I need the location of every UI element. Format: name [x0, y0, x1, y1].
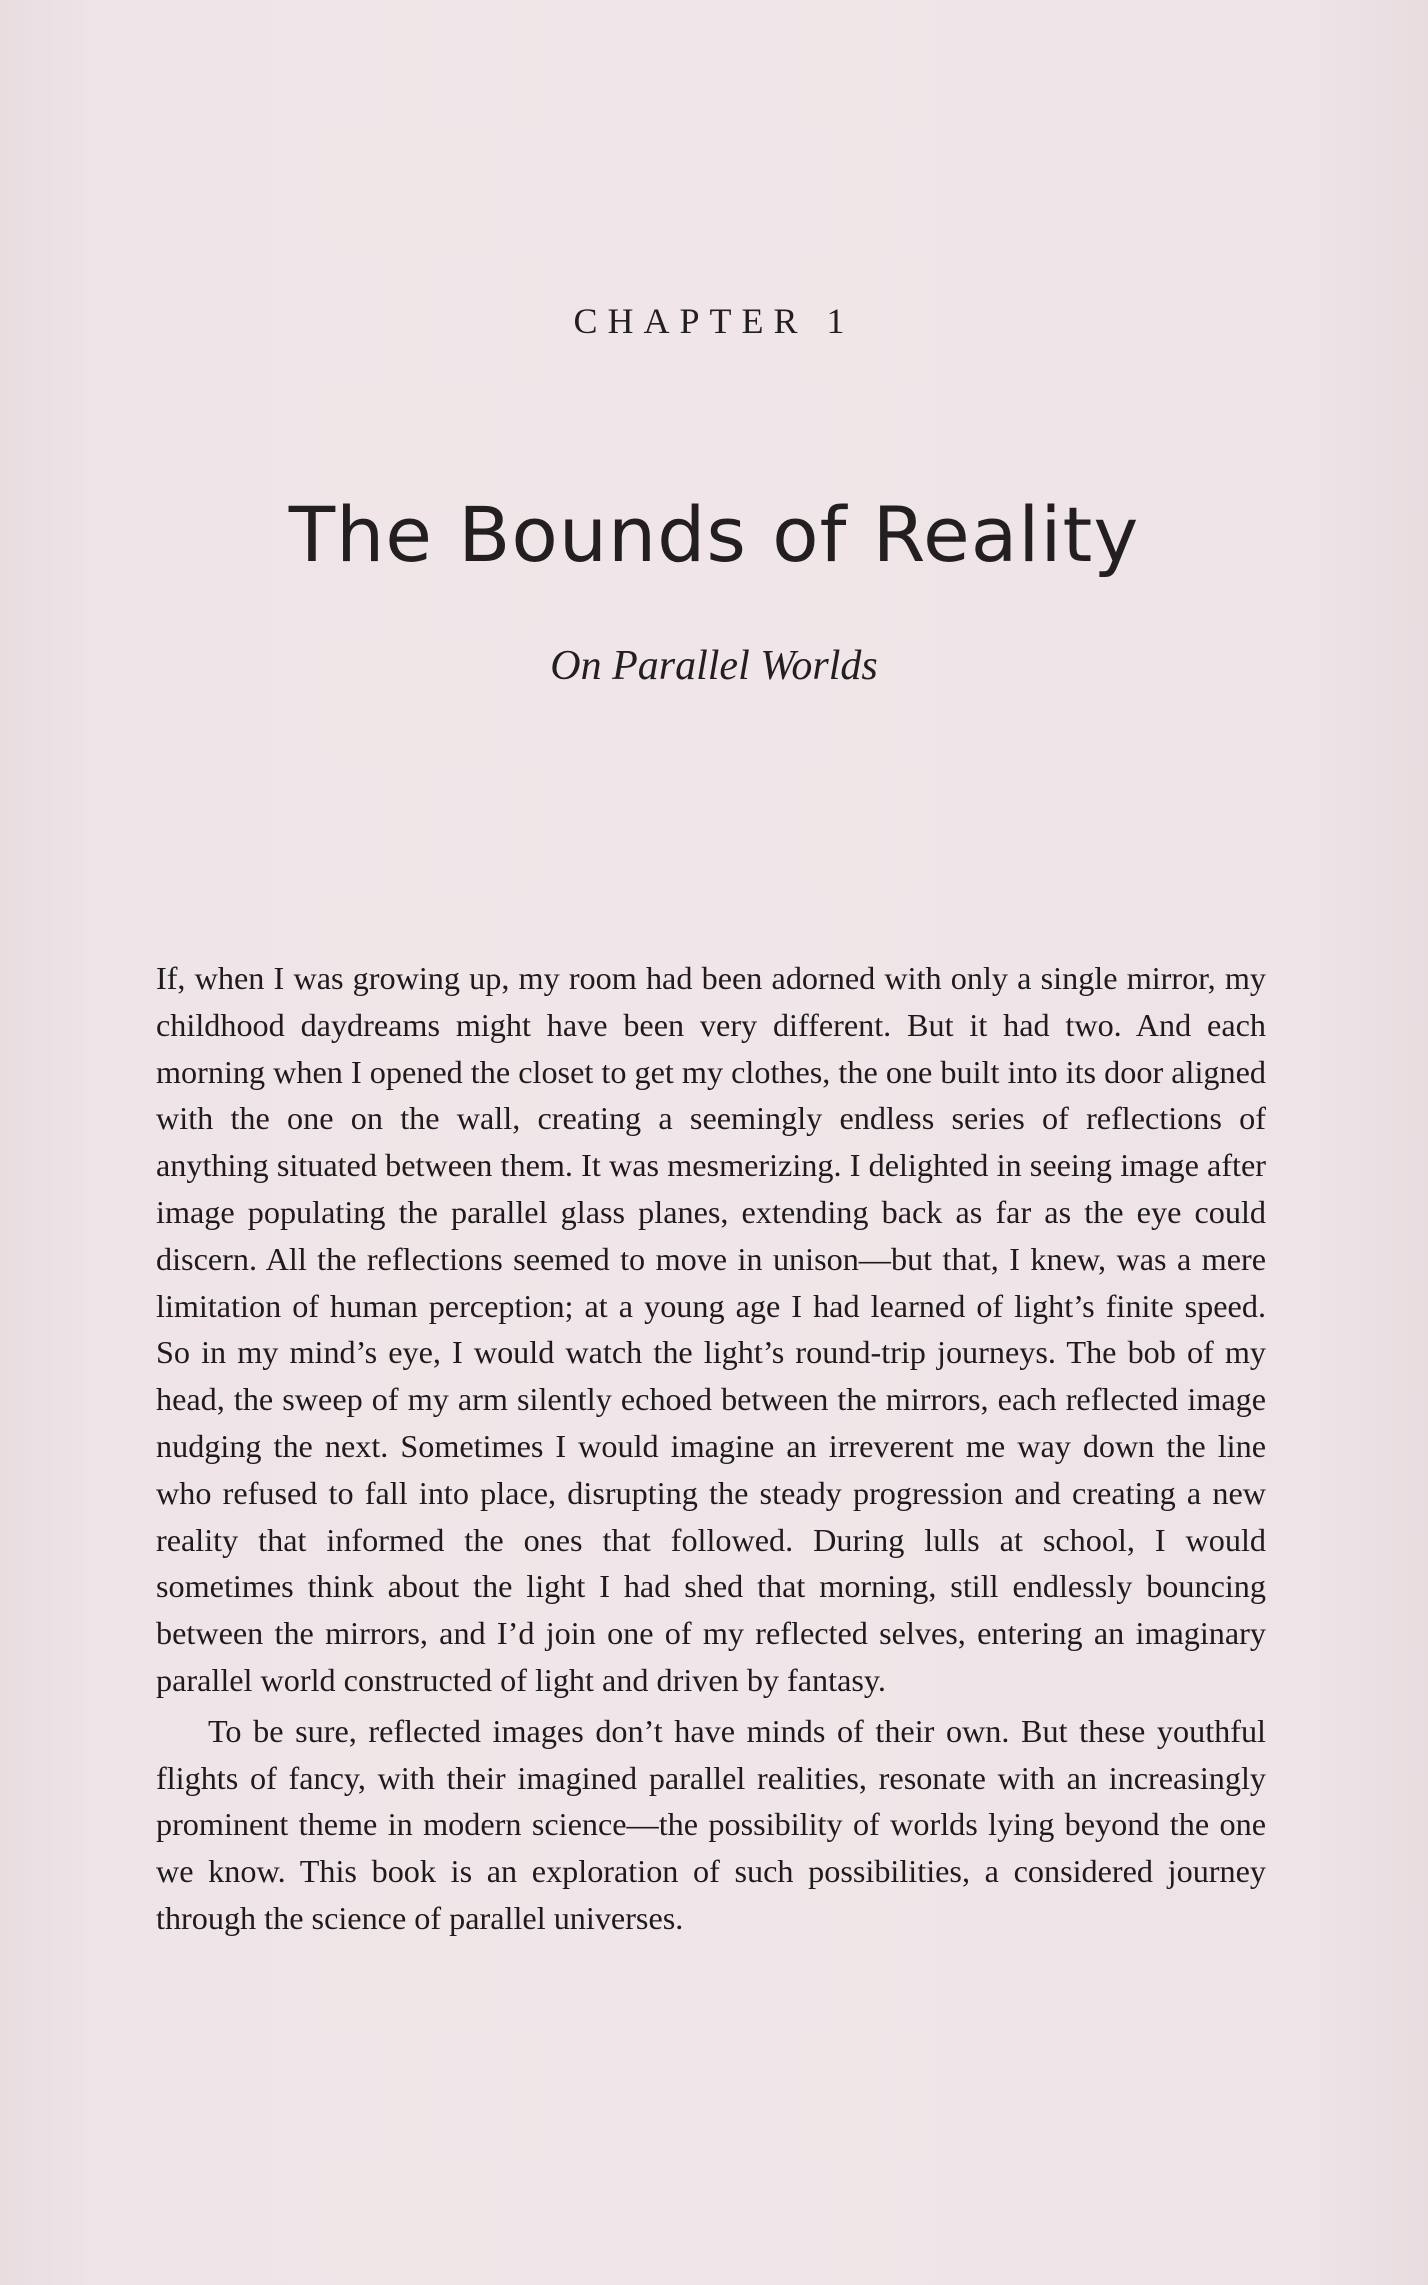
chapter-number: CHAPTER 1: [573, 301, 855, 341]
paragraph-2: To be sure, reflected images don’t have minds of their own. But these youthful flights of fancy, with their imagined parallel realities, resonate with an increasingly prominent theme in modern science—the possibility of worlds lying beyond the one we know. This book is an exploration of such possibilities, a considered journey through the science of parallel universes.: [156, 1712, 1266, 1936]
chapter-body: [156, 955, 1266, 1942]
chapter-title: The Bounds of Reality: [288, 490, 1140, 579]
chapter-subtitle: On Parallel Worlds: [550, 643, 878, 689]
paragraph-1: If, when I was growing up, my room had been adorned with only a single mirror, my childhood daydreams might have been very different. But it had two. And each morning when I opened the closet to get my clothes, the one built into its door aligned with the one on the wall, creating a seemingly endless series of reflections of anything situated between them. It was mesmerizing. I delighted in seeing image after image populating the parallel glass planes, extending back as far as the eye could discern. All the reflections seemed to move in unison—but that, I knew, was a mere limitation of human perception; at a young age I had learned of light’s finite speed. So in my mind’s eye, I would watch the light’s round-trip journeys. The bob of my head, the sweep of my arm silently echoed between the mirrors, each reflected image nudging the next. Sometimes I would imagine an irreverent me way down the line who refused to fall into place, disrupting the steady progression and creating a new reality that informed the ones that followed. During lulls at school, I would sometimes think about the light I had shed that morning, still endlessly bouncing between the mirrors, and I’d join one of my reflected selves, entering an imaginary parallel world constructed of light and driven by fantasy.: [156, 960, 1266, 1698]
